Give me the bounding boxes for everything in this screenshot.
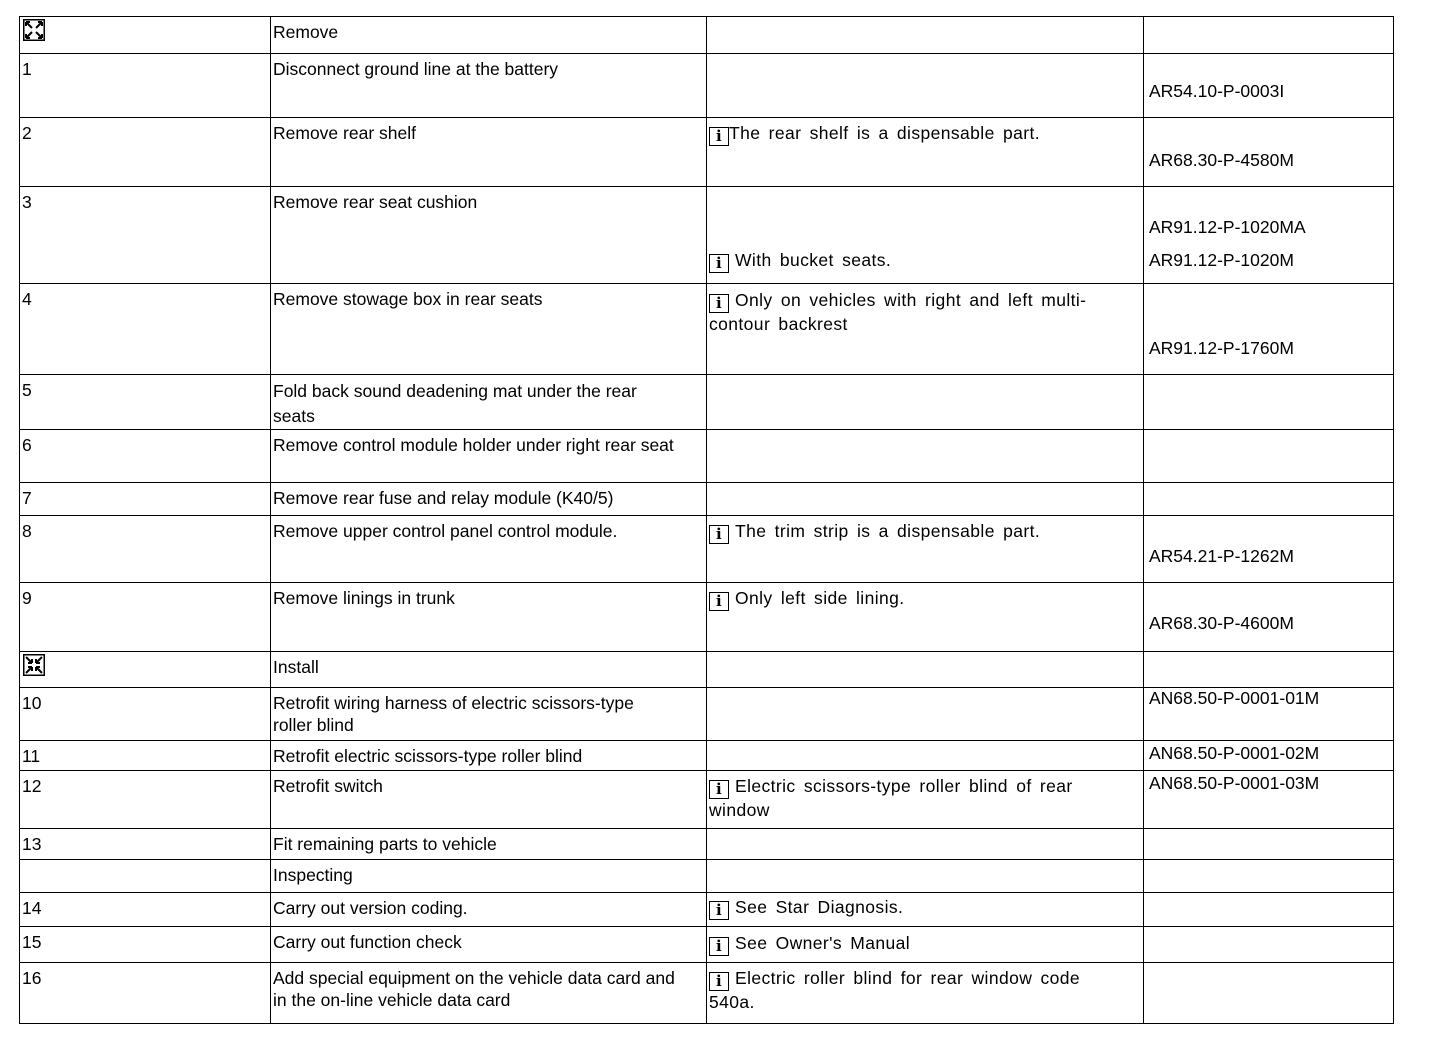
action-cell — [271, 284, 707, 375]
note-cell — [707, 583, 1144, 652]
action-text: Remove — [273, 22, 339, 42]
table-row — [20, 963, 1394, 1024]
table-row — [20, 284, 1394, 375]
action-text: Remove upper control panel control module. — [273, 521, 618, 541]
info-icon: i — [709, 937, 729, 956]
table-row — [20, 187, 1394, 284]
action-cell — [271, 963, 707, 1024]
note-text: The trim strip is a dispensable part. — [735, 521, 1041, 541]
action-text: Carry out version coding. — [273, 898, 468, 918]
note — [707, 775, 1143, 821]
step-cell — [20, 187, 271, 284]
table-row — [20, 375, 1394, 430]
note-cell — [707, 771, 1144, 829]
step-number: 4 — [22, 289, 32, 309]
action-text: Fold back sound deadening mat under the rear seats — [273, 381, 637, 426]
info-icon: i — [709, 294, 729, 313]
action-cell — [271, 375, 707, 430]
action-cell — [271, 893, 707, 927]
step-number: 12 — [22, 776, 42, 796]
step-cell — [20, 652, 271, 688]
step-cell — [20, 893, 271, 927]
action-text: Retrofit electric scissors-type roller blind — [273, 746, 583, 766]
step-number: 9 — [22, 588, 32, 608]
install-arrows-icon — [23, 654, 45, 676]
note-cell — [707, 118, 1144, 187]
ref-cell — [1144, 963, 1394, 1024]
step-number: 16 — [22, 968, 42, 988]
reference-link[interactable]: AR54.21-P-1262M — [1149, 546, 1294, 566]
note-text: With bucket seats. — [735, 250, 892, 270]
table-row — [20, 771, 1394, 829]
reference-link[interactable]: AR68.30-P-4600M — [1149, 613, 1294, 633]
step-number: 3 — [22, 192, 32, 212]
action-text: Install — [273, 657, 319, 677]
info-icon: i — [709, 972, 729, 991]
step-cell — [20, 829, 271, 860]
ref-cell — [1144, 893, 1394, 927]
action-text: Fit remaining parts to vehicle — [273, 834, 497, 854]
table-row — [20, 860, 1394, 893]
reference-link[interactable]: AR54.10-P-0003I — [1149, 81, 1285, 101]
step-number: 10 — [22, 693, 42, 713]
action-cell — [271, 927, 707, 963]
note-cell — [707, 483, 1144, 516]
action-text: Inspecting — [273, 865, 353, 885]
step-number: 14 — [22, 898, 42, 918]
table-row — [20, 516, 1394, 583]
note-cell — [707, 741, 1144, 771]
action-cell — [271, 118, 707, 187]
step-number: 1 — [22, 59, 32, 79]
info-icon: i — [709, 780, 729, 799]
reference-link[interactable]: AR91.12-P-1760M — [1149, 338, 1294, 358]
table-row — [20, 652, 1394, 688]
step-number: 15 — [22, 932, 42, 952]
note-cell — [707, 860, 1144, 893]
note — [707, 932, 1143, 956]
action-text: Add special equipment on the vehicle data card and in the on-line vehicle data card — [273, 968, 675, 1010]
ref-cell — [1144, 430, 1394, 483]
step-number: 2 — [22, 123, 32, 143]
ref-cell — [1144, 284, 1394, 375]
reference-link[interactable]: AN68.50-P-0001-02M — [1149, 743, 1320, 763]
ref-cell — [1144, 54, 1394, 118]
note — [707, 587, 1143, 611]
ref-cell — [1144, 583, 1394, 652]
action-cell — [271, 741, 707, 771]
action-text: Remove linings in trunk — [273, 588, 455, 608]
action-cell — [271, 516, 707, 583]
ref-cell — [1144, 688, 1394, 741]
ref-cell — [1144, 652, 1394, 688]
table-row — [20, 829, 1394, 860]
ref-cell — [1144, 741, 1394, 771]
step-cell — [20, 17, 271, 54]
note-text: The rear shelf is a dispensable part. — [729, 123, 1041, 143]
note-text: Electric scissors-type roller blind of rear window — [709, 776, 1073, 820]
note-cell — [707, 829, 1144, 860]
ref-cell — [1144, 17, 1394, 54]
info-icon: i — [709, 592, 729, 611]
procedure-table — [19, 16, 1394, 1024]
table-row — [20, 118, 1394, 187]
note-cell — [707, 17, 1144, 54]
note-cell — [707, 688, 1144, 741]
ref-cell — [1144, 375, 1394, 430]
info-icon: i — [709, 525, 729, 544]
reference-link[interactable]: AR91.12-P-1020M — [1149, 250, 1294, 270]
step-number: 6 — [22, 435, 32, 455]
table-row — [20, 17, 1394, 54]
ref-cell — [1144, 771, 1394, 829]
ref-cell — [1144, 118, 1394, 187]
step-cell — [20, 54, 271, 118]
action-cell — [271, 483, 707, 516]
action-cell — [271, 688, 707, 741]
step-cell — [20, 860, 271, 893]
step-cell — [20, 483, 271, 516]
action-cell — [271, 771, 707, 829]
ref-cell — [1144, 516, 1394, 583]
reference-link[interactable]: AR91.12-P-1020MA — [1149, 217, 1306, 237]
action-text: Retrofit switch — [273, 776, 383, 796]
table-row — [20, 688, 1394, 741]
table-row — [20, 483, 1394, 516]
note — [707, 896, 1143, 920]
reference-link[interactable]: AN68.50-P-0001-03M — [1149, 773, 1320, 793]
info-icon: i — [709, 901, 729, 920]
step-number: 13 — [22, 834, 42, 854]
action-cell — [271, 187, 707, 284]
note — [707, 967, 1143, 1013]
note-cell — [707, 284, 1144, 375]
ref-cell — [1144, 927, 1394, 963]
reference-link[interactable]: AN68.50-P-0001-01M — [1149, 688, 1320, 708]
info-icon: i — [709, 127, 729, 146]
note-text: Only on vehicles with right and left multi-contour backrest — [709, 290, 1087, 334]
table-row — [20, 54, 1394, 118]
note — [707, 289, 1143, 335]
note-cell — [707, 893, 1144, 927]
note-cell — [707, 927, 1144, 963]
action-cell — [271, 17, 707, 54]
note-cell — [707, 652, 1144, 688]
step-number: 8 — [22, 521, 32, 541]
note-cell — [707, 963, 1144, 1024]
action-cell — [271, 583, 707, 652]
note-text: See Owner's Manual — [735, 933, 911, 953]
remove-arrows-icon — [23, 19, 45, 41]
ref-cell — [1144, 187, 1394, 284]
note-text: Only left side lining. — [735, 588, 905, 608]
action-cell — [271, 430, 707, 483]
table-row — [20, 741, 1394, 771]
note-cell — [707, 430, 1144, 483]
reference-link[interactable]: AR68.30-P-4580M — [1149, 150, 1294, 170]
table-row — [20, 430, 1394, 483]
step-cell — [20, 688, 271, 741]
ref-cell — [1144, 483, 1394, 516]
note-text: See Star Diagnosis. — [735, 897, 904, 917]
action-cell — [271, 54, 707, 118]
action-text: Remove rear seat cushion — [273, 192, 478, 212]
info-icon: i — [709, 254, 729, 273]
ref-cell — [1144, 860, 1394, 893]
action-text: Remove rear shelf — [273, 123, 416, 143]
action-cell — [271, 860, 707, 893]
note-cell — [707, 375, 1144, 430]
note-cell — [707, 54, 1144, 118]
action-cell — [271, 829, 707, 860]
action-text: Remove rear fuse and relay module (K40/5) — [273, 488, 614, 508]
action-text: Carry out function check — [273, 932, 462, 952]
note — [707, 520, 1143, 544]
step-number: 5 — [22, 380, 32, 400]
step-cell — [20, 741, 271, 771]
action-text: Retrofit wiring harness of electric scissors-type roller blind — [273, 693, 634, 735]
step-number: 7 — [22, 488, 32, 508]
table-row — [20, 893, 1394, 927]
note — [707, 249, 1143, 273]
step-cell — [20, 771, 271, 829]
action-cell — [271, 652, 707, 688]
step-number: 11 — [22, 746, 41, 766]
note-cell — [707, 516, 1144, 583]
table-row — [20, 583, 1394, 652]
table-row — [20, 927, 1394, 963]
step-cell — [20, 118, 271, 187]
step-cell — [20, 963, 271, 1024]
ref-cell — [1144, 829, 1394, 860]
action-text: Remove control module holder under right rear seat — [273, 435, 674, 455]
step-cell — [20, 375, 271, 430]
note-cell — [707, 187, 1144, 284]
step-cell — [20, 516, 271, 583]
action-text: Disconnect ground line at the battery — [273, 59, 559, 79]
step-cell — [20, 430, 271, 483]
step-cell — [20, 583, 271, 652]
note-text: Electric roller blind for rear window code 540a. — [709, 968, 1081, 1012]
action-text: Remove stowage box in rear seats — [273, 289, 543, 309]
note — [707, 122, 1143, 146]
step-cell — [20, 927, 271, 963]
step-cell — [20, 284, 271, 375]
